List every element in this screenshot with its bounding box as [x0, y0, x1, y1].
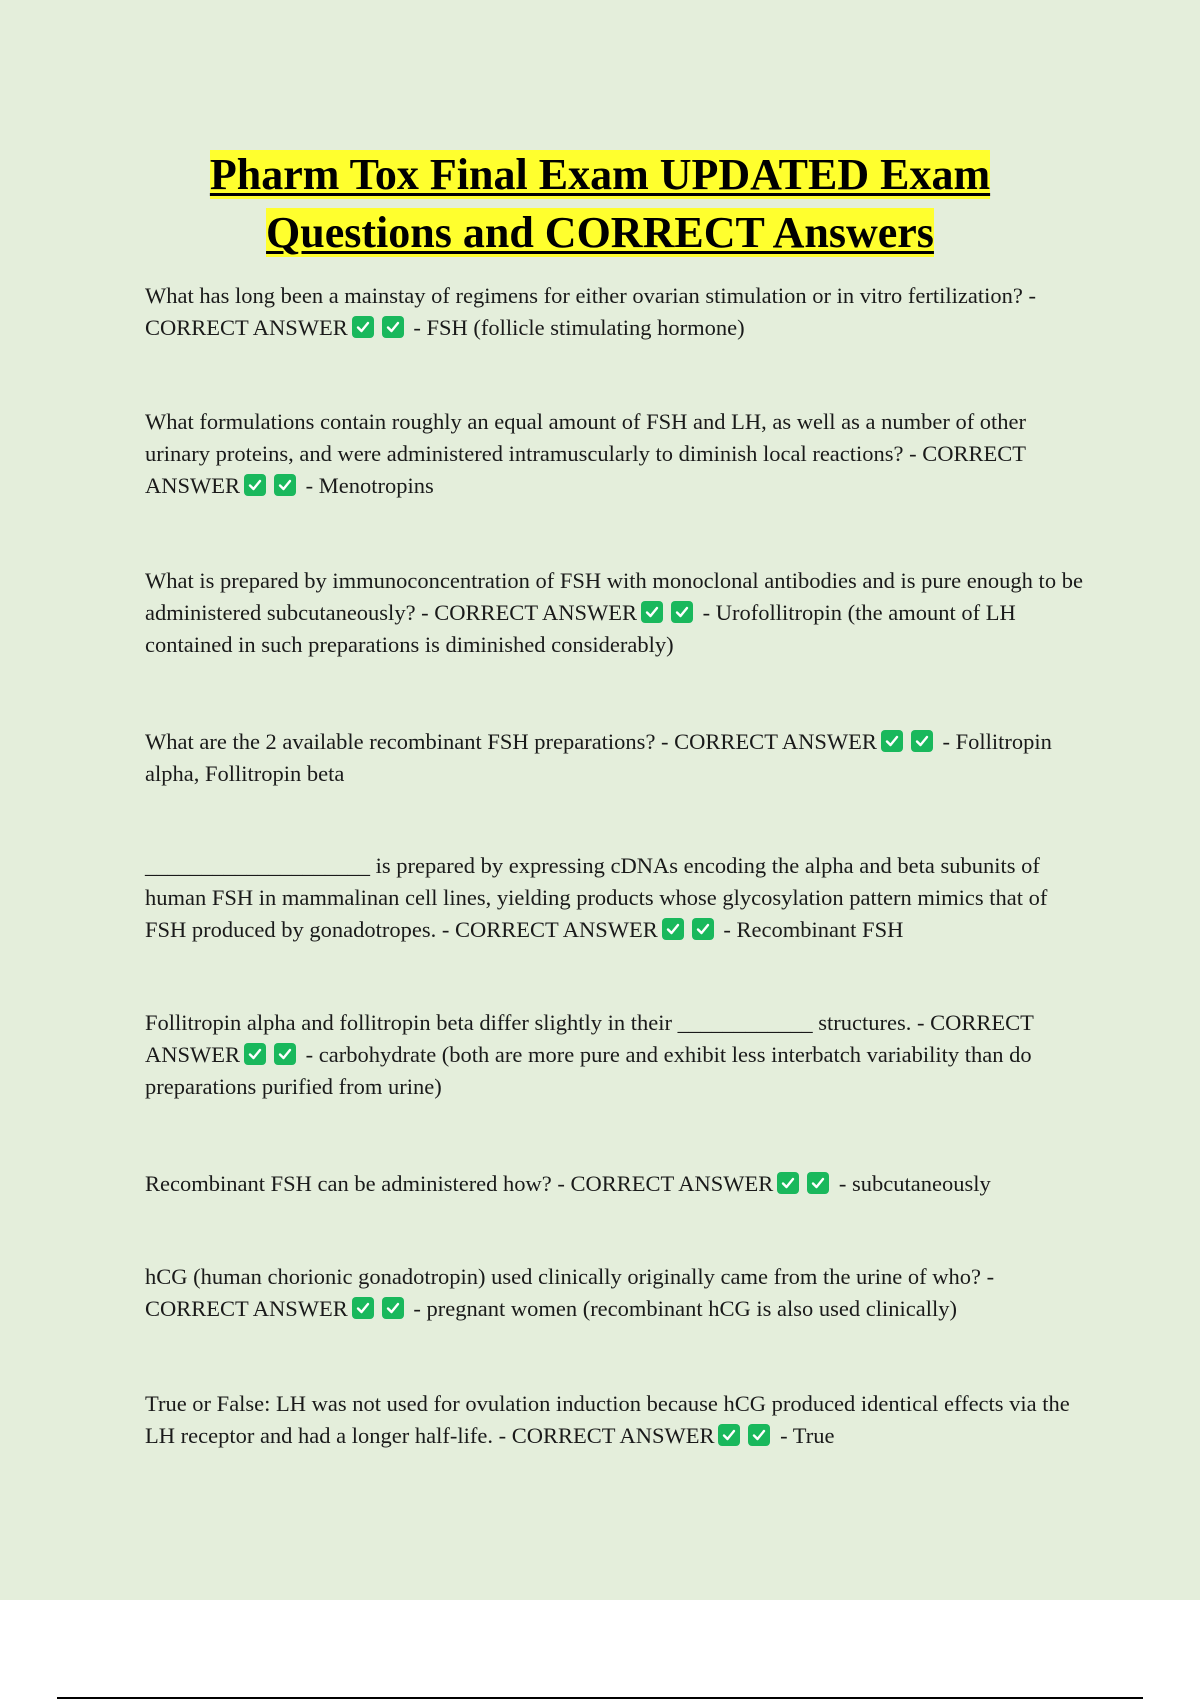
check-mark-icon [274, 474, 296, 496]
check-mark-icon [718, 1424, 740, 1446]
answer-text: - FSH (follicle stimulating hormone) [407, 315, 745, 340]
qa-item-2 [145, 406, 1090, 502]
answer-label: CORRECT ANSWER [145, 315, 348, 340]
answer-label: CORRECT ANSWER [674, 729, 877, 754]
title-line-1: Pharm Tox Final Exam UPDATED Exam [209, 150, 991, 199]
check-mark-icon [352, 316, 374, 338]
answer-text: - carbohydrate (both are more pure and exhibit less interbatch variability than do preparations purified from urine) [145, 1042, 1032, 1099]
qa-item-6 [145, 1007, 1090, 1103]
check-mark-icon [382, 1297, 404, 1319]
qa-item-7 [145, 1168, 1090, 1200]
question-text: What are the 2 available recombinant FSH preparations? - [145, 729, 675, 754]
answer-label: CORRECT ANSWER [145, 1296, 348, 1321]
footer-divider [57, 1697, 1143, 1699]
check-mark-icon [662, 918, 684, 940]
document-title [100, 146, 1100, 262]
answer-label: CORRECT ANSWER [434, 600, 638, 625]
answer-text: - Menotropins [300, 473, 434, 498]
check-mark-icon [671, 601, 693, 623]
question-text: What formulations contain roughly an equal amount of FSH and LH, as well as a number of other urinary proteins, and were administered intramuscularly to diminish local reactions? - [145, 409, 1027, 466]
question-text: What is prepared by immunoconcentration of FSH with monoclonal antibodies and is pure enough to be administered subcutaneously? - [145, 568, 1083, 625]
answer-text: - pregnant women (recombinant hCG is also used clinically) [407, 1296, 957, 1321]
qa-item-1 [145, 280, 1090, 344]
check-mark-icon [881, 730, 903, 752]
check-mark-icon [911, 730, 933, 752]
check-mark-icon [352, 1297, 374, 1319]
qa-item-3 [145, 565, 1090, 661]
check-mark-icon [244, 1043, 266, 1065]
qa-item-8 [145, 1261, 1090, 1325]
question-text: hCG (human chorionic gonadotropin) used clinically originally came from the urine of who? - [145, 1264, 995, 1289]
answer-text: - Urofollitropin (the amount of LH contained in such preparations is diminished considerably) [145, 600, 1016, 657]
answer-label: CORRECT ANSWER [511, 1423, 715, 1448]
check-mark-icon [641, 601, 663, 623]
check-mark-icon [692, 918, 714, 940]
answer-label: CORRECT ANSWER [454, 917, 658, 942]
title-line-2: Questions and CORRECT Answers [266, 208, 934, 257]
question-text: ____________________ is prepared by expressing cDNAs encoding the alpha and beta subunits of human FSH in mammalinan cell lines, yielding products whose glycosylation pattern mimics that of FSH produced by gonadotropes. - [145, 853, 1048, 942]
qa-item-9 [145, 1388, 1090, 1452]
check-mark-icon [382, 316, 404, 338]
check-mark-icon [244, 474, 266, 496]
question-text: Follitropin alpha and follitropin beta differ slightly in their ____________ structures. - [145, 1010, 931, 1035]
answer-label: CORRECT ANSWER [570, 1171, 774, 1196]
check-mark-icon [748, 1424, 770, 1446]
answer-text: - Follitropin alpha, Follitropin beta [145, 729, 1052, 786]
check-mark-icon [274, 1043, 296, 1065]
answer-label: CORRECT ANSWER [145, 1010, 1034, 1067]
question-text: Recombinant FSH can be administered how? - [145, 1171, 571, 1196]
answer-text: - Recombinant FSH [717, 917, 904, 942]
question-text: What has long been a mainstay of regimens for either ovarian stimulation or in vitro fertilization? - [145, 283, 1036, 308]
answer-text: - subcutaneously [833, 1171, 991, 1196]
check-mark-icon [807, 1172, 829, 1194]
answer-label: CORRECT ANSWER [145, 441, 1026, 498]
check-mark-icon [777, 1172, 799, 1194]
question-text: True or False: LH was not used for ovulation induction because hCG produced identical effects via the LH receptor and had a longer half-life. - [145, 1391, 1070, 1448]
qa-item-4 [145, 726, 1090, 790]
answer-text: - True [774, 1423, 835, 1448]
qa-item-5 [145, 850, 1090, 946]
